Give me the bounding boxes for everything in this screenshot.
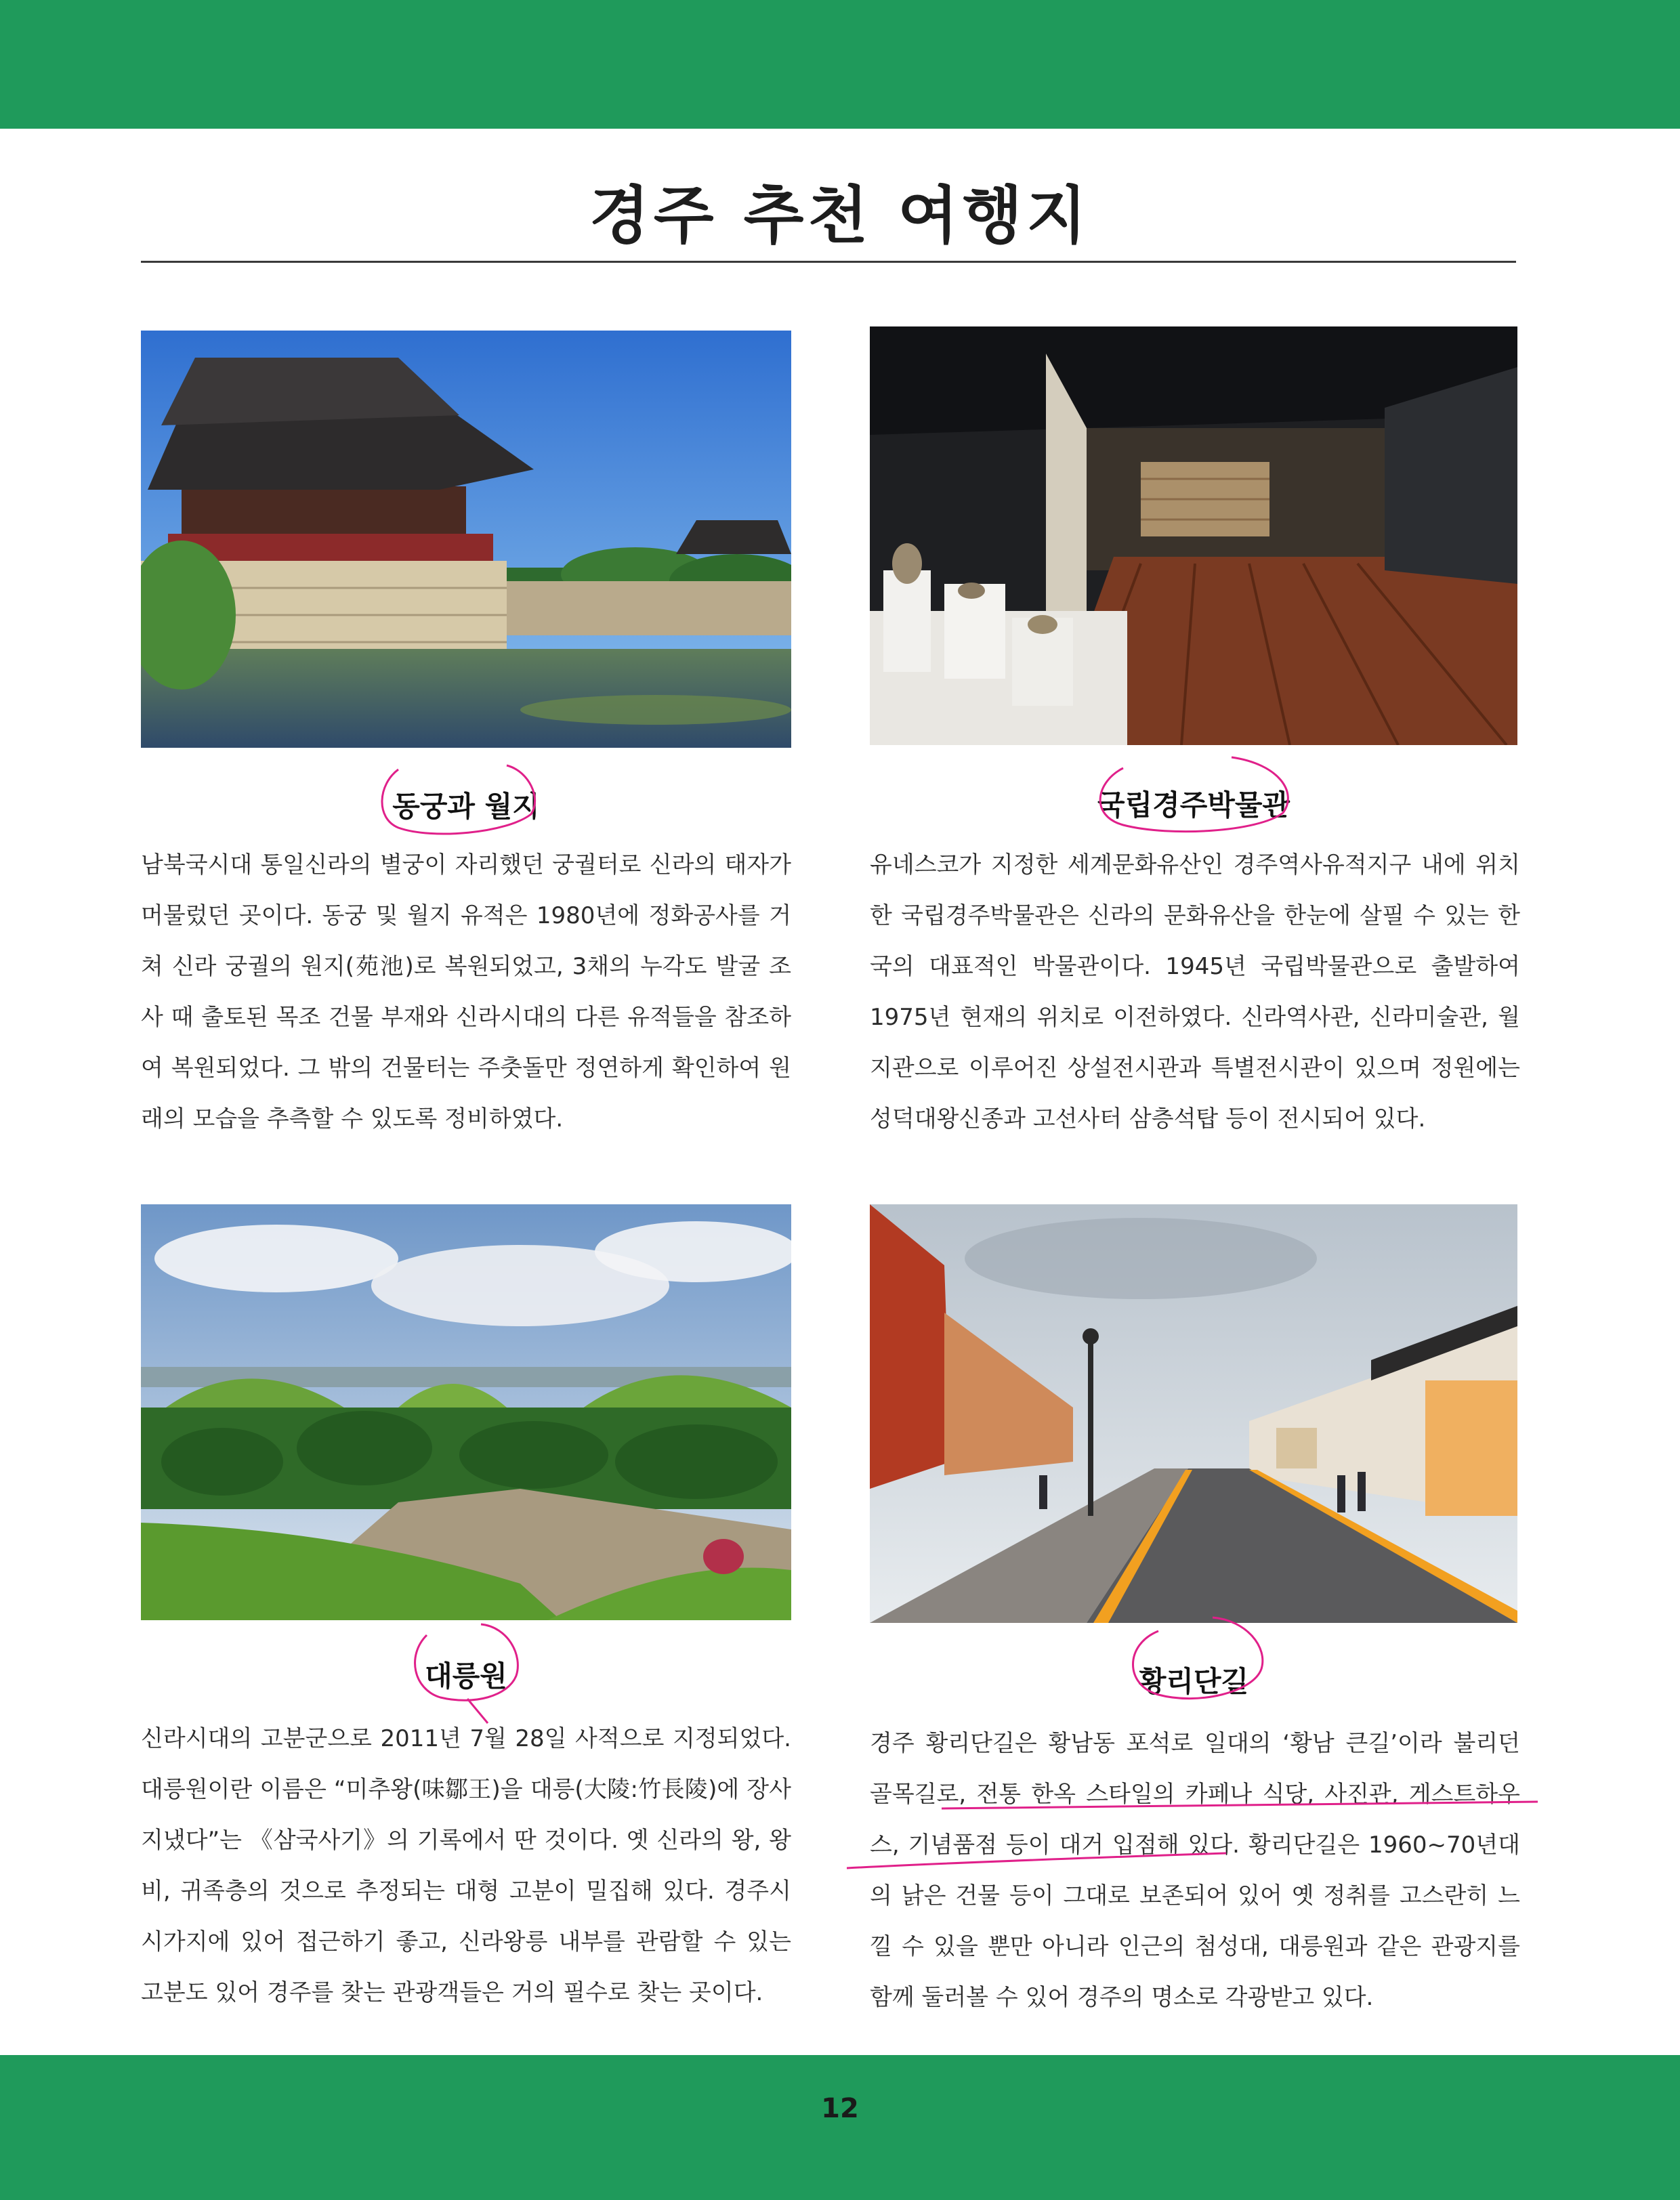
heading-national-museum: 국립경주박물관	[1097, 788, 1290, 822]
body-donggung-wolji: 남북국시대 통일신라의 별궁이 자리했던 궁궐터로 신라의 태자가 머물렀던 곳이다. 동궁 및 월지 유적은 1980년에 정화공사를 거쳐 신라 궁궐의 원지(苑池)로 복원되었고, 3채의 누각도 발굴 조사 때 출토된 목조 건물 부재와 신라시대의 다른 유적들을 참조하여 복원되었다. 그 밖의 건물터는 주춧돌만 정연하게 확인하여 원래의 모습을 추측할 수 있도록 정비하였다.	[141, 851, 791, 1133]
title-divider	[141, 261, 1516, 263]
royal-tombs-photo	[141, 1204, 791, 1620]
top-green-band	[0, 0, 1680, 129]
heading-hwangridangil: 황리단길	[1138, 1665, 1249, 1698]
page-number: 12	[821, 2093, 859, 2124]
heading-daereungwon: 대릉원	[425, 1659, 507, 1693]
bottom-green-band	[0, 2055, 1680, 2200]
hwangridan-street-photo	[870, 1204, 1517, 1623]
palace-pond-photo	[141, 331, 791, 748]
heading-donggung-wolji: 동궁과 월지	[392, 790, 540, 823]
page-title: 경주 추천 여행지	[589, 179, 1091, 252]
museum-gallery-photo	[870, 326, 1517, 745]
body-national-museum: 유네스코가 지정한 세계문화유산인 경주역사유적지구 내에 위치한 국립경주박물관은 신라의 문화유산을 한눈에 살필 수 있는 한국의 대표적인 박물관이다. 1945년 국립박물관으로 출발하여 1975년 현재의 위치로 이전하였다. 신라역사관, 신라미술관, 월지관으로 이루어진 상설전시관과 특별전시관이 있으며 정원에는 성덕대왕신종과 고선사터 삼층석탑 등이 전시되어 있다.	[870, 851, 1520, 1133]
body-hwangridangil: 경주 황리단길은 황남동 포석로 일대의 ‘황남 큰길’이라 불리던 골목길로, 전통 한옥 스타일의 카페나 식당, 사진관, 게스트하우스, 기념품점 등이 대거 입점해 있다. 황리단길은 1960~70년대의 낡은 건물 등이 그대로 보존되어 있어 옛 정취를 고스란히 느낄 수 있을 뿐만 아니라 인근의 첨성대, 대릉원과 같은 관광지를 함께 둘러볼 수 있어 경주의 명소로 각광받고 있다.	[870, 1730, 1520, 2011]
body-daereungwon: 신라시대의 고분군으로 2011년 7월 28일 사적으로 지정되었다. 대릉원이란 이름은 “미추왕(味鄒王)을 대릉(大陵:竹長陵)에 장사지냈다”는 《삼국사기》의 기록에서 딴 것이다. 옛 신라의 왕, 왕비, 귀족층의 것으로 추정되는 대형 고분이 밀집해 있다. 경주시 시가지에 있어 접근하기 좋고, 신라왕릉 내부를 관람할 수 있는 고분도 있어 경주를 찾는 관광객들은 거의 필수로 찾는 곳이다.	[141, 1725, 791, 2006]
